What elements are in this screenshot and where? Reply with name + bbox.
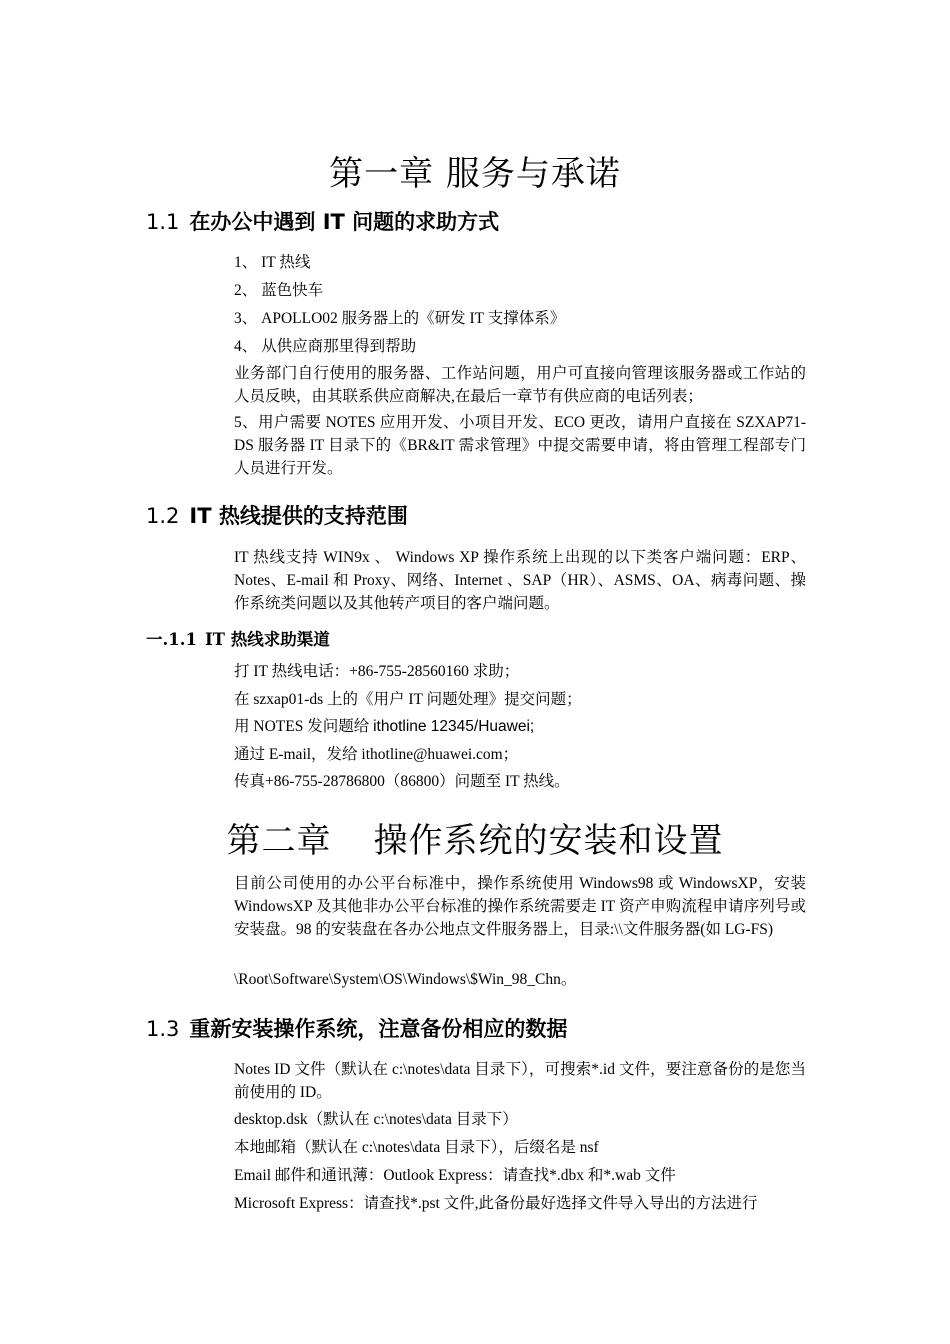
- contact-line: 打 IT 热线电话：+86-755-28560160 求助；: [234, 663, 520, 680]
- section-title: 重新安装操作系统，注意备份相应的数据: [189, 1017, 568, 1041]
- section-number: 1.1: [146, 210, 180, 234]
- contact-line: 通过 E-mail，发给 ithotline@huawei.com；: [234, 746, 519, 763]
- chapter-2-name: 操作系统的安装和设置: [373, 821, 724, 861]
- chapter-1-title: 第一章 服务与承诺: [329, 154, 621, 194]
- subsection-number: 一.1.1: [146, 630, 197, 649]
- paragraph: IT 热线支持 WIN9x 、 Windows XP 操作系统上出现的以下类客户端问题：ERP、Notes、E-mail 和 Proxy、网络、Internet 、SAP（HR）、ASMS、OA、病毒问题、操作系统类问题以及其他转产项目的客户端问题。: [234, 549, 806, 612]
- backup-item: Notes ID 文件（默认在 c:\notes\data 目录下），可搜索*.id 文件，要注意备份的是您当前使用的 ID。: [234, 1061, 806, 1101]
- backup-item: Email 邮件和通讯薄：Outlook Express：请查找*.dbx 和*.wab 文件: [234, 1167, 676, 1184]
- list-item: 1、 IT 热线: [234, 254, 311, 271]
- chapter-2-number: 第二章: [226, 821, 332, 861]
- paragraph: 5、用户需要 NOTES 应用开发、小项目开发、ECO 更改，请用户直接在 SZXAP71-DS 服务器 IT 目录下的《BR&IT 需求管理》中提交需要申请，将由管理工程部专门人员进行开发。: [234, 414, 806, 477]
- section-1-3-heading: [146, 1013, 567, 1043]
- backup-item: 本地邮箱（默认在 c:\notes\data 目录下），后缀名是 nsf: [234, 1139, 599, 1156]
- section-title: 在办公中遇到 IT 问题的求助方式: [189, 210, 500, 234]
- list-item: 2、 蓝色快车: [234, 282, 324, 299]
- backup-item: desktop.dsk（默认在 c:\notes\data 目录下）: [234, 1111, 518, 1128]
- paragraph: 目前公司使用的办公平台标准中，操作系统使用 Windows98 或 WindowsXP，安装 WindowsXP 及其他非办公平台标准的操作系统需要走 IT 资产申购流程申请序列号或安装盘。98 的安装盘在各办公地点文件服务器上，目录:\\文件服务器(如 LG-FS): [234, 875, 806, 938]
- section-number: 1.2: [146, 504, 180, 528]
- path-line: \Root\Software\System\OS\Windows\$Win_98_Chn。: [234, 971, 577, 988]
- paragraph: 业务部门自行使用的服务器、工作站问题，用户可直接向管理该服务器或工作站的人员反映，由其联系供应商解决,在最后一章节有供应商的电话列表；: [234, 365, 806, 405]
- list-item: 3、 APOLLO02 服务器上的《研发 IT 支撑体系》: [234, 310, 566, 327]
- section-title: IT 热线提供的支持范围: [189, 504, 408, 528]
- contact-line: 在 szxap01-ds 上的《用户 IT 问题处理》提交问题；: [234, 691, 582, 708]
- contact-line: [234, 715, 806, 738]
- subsection-heading: [146, 626, 330, 650]
- notes-prefix: 用 NOTES 发问题给: [234, 718, 374, 735]
- notes-address: ithotline 12345/Huawei;: [373, 718, 535, 735]
- list-item: 4、 从供应商那里得到帮助: [234, 338, 417, 355]
- section-1-2-heading: [146, 500, 408, 530]
- chapter-2-title: [0, 813, 950, 862]
- section-number: 1.3: [146, 1017, 180, 1041]
- subsection-title: IT 热线求助渠道: [204, 630, 330, 649]
- contact-line: 传真+86-755-28786800（86800）问题至 IT 热线。: [234, 773, 570, 790]
- backup-item: Microsoft Express：请查找*.pst 文件,此备份最好选择文件导入导出的方法进行: [234, 1195, 758, 1212]
- section-1-1-heading: [146, 206, 499, 236]
